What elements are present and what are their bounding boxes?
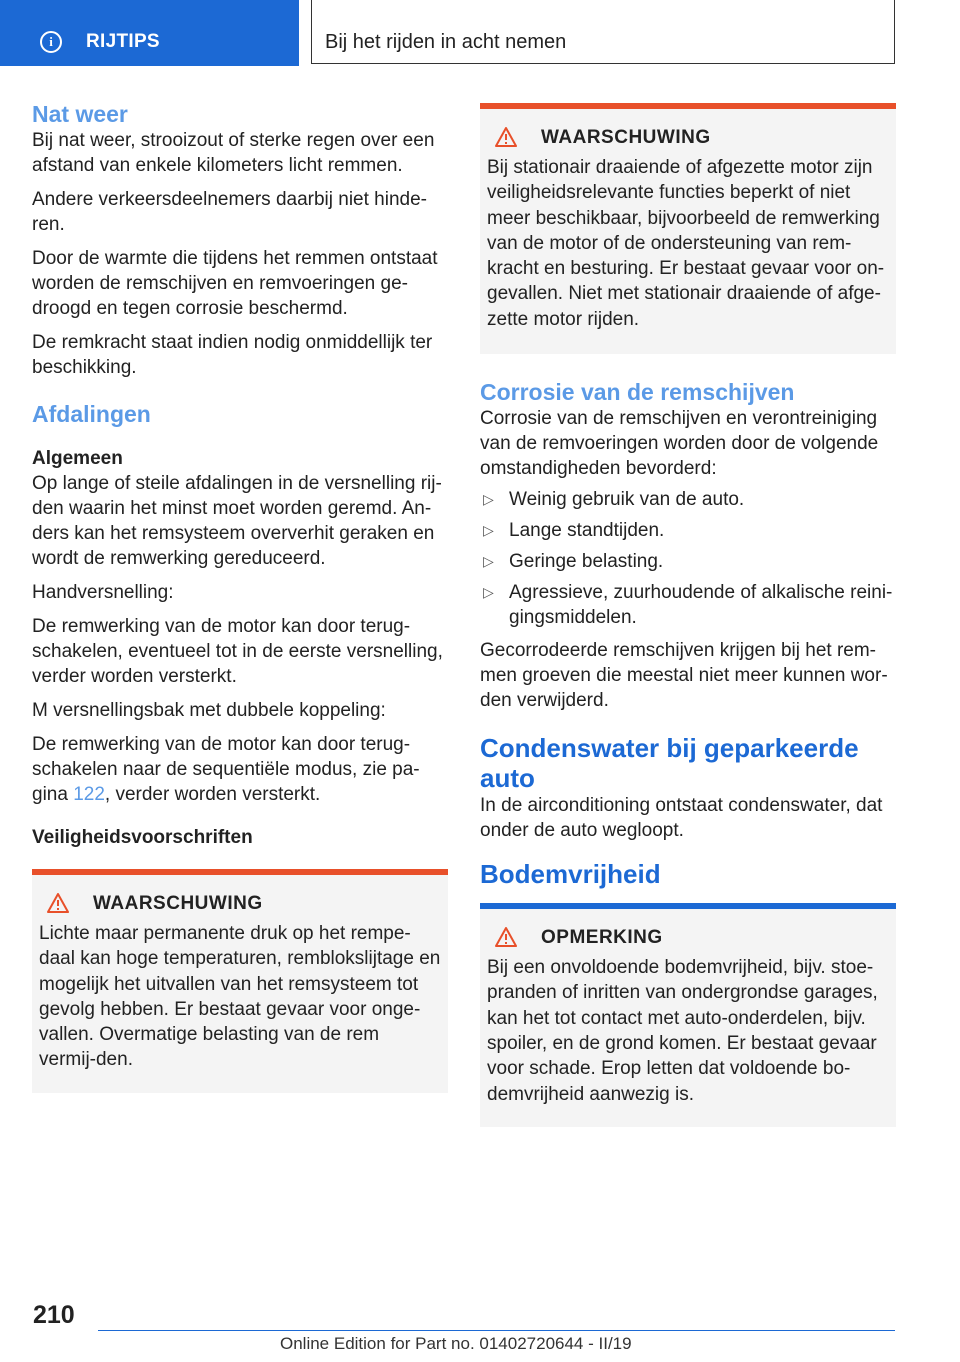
paragraph: In de airconditioning ontstaat condenswater, dat onder de auto wegloopt.	[480, 795, 883, 842]
paragraph-text: De remwerking van de motor kan door terug-schakelen naar de sequentiële modus, zie pa-gina	[32, 734, 420, 805]
warning-title: WAARSCHUWING	[541, 126, 711, 148]
paragraph: De remkracht staat indien nodig onmiddellijk ter beschikking.	[32, 332, 433, 378]
paragraph: Andere verkeersdeelnemers daarbij niet hinde-ren.	[32, 189, 428, 235]
info-icon: i	[40, 31, 62, 53]
warning-text: Lichte maar permanente druk op het rempe-daal kan hoge temperaturen, remblokslijtage en mogelijk het uitvallen van het remsysteem tot gevolg hebben. Er bestaat gevaar voor onge-vallen. Overmatige belasting van de rem vermij-den.	[39, 923, 441, 1071]
bullet-list	[480, 487, 896, 630]
list-item	[480, 580, 896, 630]
page-number: 210	[33, 1301, 75, 1329]
heading-nat-weer: Nat weer	[32, 101, 128, 127]
subheading-algemeen: Algemeen	[32, 448, 123, 469]
paragraph	[32, 732, 448, 807]
page-link[interactable]: 122	[73, 784, 105, 805]
warning-triangle-icon	[47, 892, 69, 914]
paragraph: Gecorrodeerde remschijven krijgen bij het rem-men groeven die meestal niet meer kunnen wor-den verwijderd.	[480, 640, 888, 712]
list-item-text: Weinig gebruik van de auto.	[509, 489, 745, 511]
footer-divider	[98, 1330, 895, 1331]
section-tab-label: RIJTIPS	[86, 31, 160, 52]
list-item	[480, 549, 896, 574]
list-item-text: Agressieve, zuurhoudende of alkalische reini-gingsmiddelen.	[509, 582, 893, 629]
chapter-header	[311, 0, 895, 64]
warning-text: Bij stationair draaiende of afgezette motor zijn veiligheidsrelevante functies beperkt of niet meer beschikbaar, bijvoorbeeld de remwerking van de motor of de ondersteuning van rem-kracht en besturing. Er bestaat gevaar voor on-gevallen. Niet met stationair draaiende of afge-zette motor rijden.	[487, 157, 885, 330]
paragraph: Handversnelling:	[32, 582, 174, 603]
heading-bodemvrijheid: Bodemvrijheid	[480, 859, 661, 890]
chapter-title: Bij het rijden in acht nemen	[325, 31, 567, 53]
warning-box	[32, 869, 448, 1093]
paragraph: Bij nat weer, strooizout of sterke regen over een afstand van enkele kilometers licht remmen.	[32, 130, 435, 176]
triangle-bullet-icon: ▷	[483, 553, 494, 570]
paragraph: Door de warmte die tijdens het remmen ontstaat worden de remschijven en remvoeringen ge-droogd en tegen corrosie beschermd.	[32, 248, 438, 319]
paragraph-text: , verder worden versterkt.	[104, 784, 321, 805]
note-box	[480, 903, 896, 1127]
right-column	[480, 103, 896, 1127]
triangle-bullet-icon: ▷	[483, 584, 494, 601]
heading-corrosie: Corrosie van de remschijven	[480, 379, 795, 406]
warning-box	[480, 103, 896, 354]
warning-title: WAARSCHUWING	[93, 892, 263, 914]
subheading-veiligheidsvoorschriften: Veiligheidsvoorschriften	[32, 827, 253, 848]
note-text: Bij een onvoldoende bodemvrijheid, bijv. stoe-pranden of inritten van ondergrondse garages, kan het tot contact met auto-onderdelen, bijv. spoiler, en de grond komen. Er bestaat gevaar voor schade. Erop letten dat voldoende bo-demvrijheid aanwezig is.	[487, 957, 878, 1105]
paragraph: Corrosie van de remschijven en verontreiniging van de remvoeringen worden door de volgende omstandigheden bevorderd:	[480, 408, 879, 480]
paragraph: Op lange of steile afdalingen in de versnelling rij-den waarin het minst moet worden geremd. An-ders kan het remsysteem oververhit geraken en wordt de remwerking gereduceerd.	[32, 473, 442, 569]
note-title: OPMERKING	[541, 926, 663, 948]
paragraph: M versnellingsbak met dubbele koppeling:	[32, 700, 386, 721]
list-item-text: Lange standtijden.	[509, 520, 665, 542]
triangle-bullet-icon: ▷	[483, 522, 494, 539]
left-column	[32, 100, 448, 1093]
edition-text: Online Edition for Part no. 01402720644 - II/19	[280, 1334, 632, 1353]
heading-condenswater: Condenswater bij geparkeerde auto	[480, 733, 859, 794]
list-item	[480, 518, 896, 543]
heading-afdalingen: Afdalingen	[32, 401, 151, 427]
list-item-text: Geringe belasting.	[509, 551, 664, 573]
list-item	[480, 487, 896, 512]
section-tab[interactable]	[0, 0, 299, 66]
triangle-bullet-icon: ▷	[483, 491, 494, 508]
warning-triangle-icon	[495, 126, 517, 148]
caution-triangle-icon	[495, 926, 517, 948]
paragraph: De remwerking van de motor kan door terug-schakelen, eventueel tot in de eerste versnelling, verder worden versterkt.	[32, 616, 443, 687]
